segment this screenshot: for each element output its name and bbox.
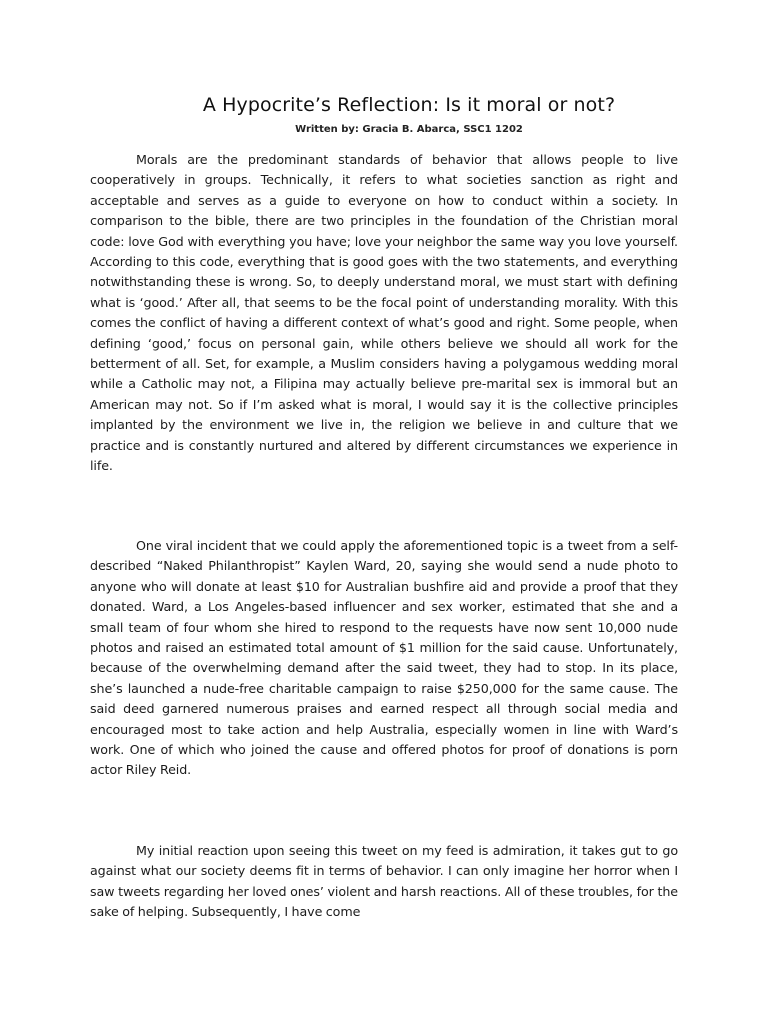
- document-byline: Written by: Gracia B. Abarca, SSC1 1202: [295, 124, 523, 135]
- paragraph-morals-definition: Morals are the predominant standards of behavior that allows people to live cooperatively in groups. Technically, it refers to what societies sanction as right and acceptable and serves as a guide to everyone on how to conduct within a society. In comparison to the bible, there are two principles in the foundation of the Christian moral code: love God with everything you have; love your neighbor the same way you love yourself. According to this code, everything that is good goes with the two statements, and everything notwithstanding these is wrong. So, to deeply understand moral, we must start with defining what is ‘good.’ After all, that seems to be the focal point of understanding morality. With this comes the conflict of having a different context of what’s good and right. Some people, when defining ‘good,’ focus on personal gain, while others believe we should all work for the betterment of all. Set, for example, a Muslim considers having a polygamous wedding moral while a Catholic may not, a Filipina may actually believe pre-marital sex is immoral but an American may not. So if I’m asked what is moral, I would say it is the collective principles implanted by the environment we live in, the religion we believe in and culture that we practice and is constantly nurtured and altered by different circumstances we experience in life.: [90, 152, 678, 474]
- document-title: A Hypocrite’s Reflection: Is it moral or not?: [202, 94, 616, 116]
- paragraph-initial-reaction: My initial reaction upon seeing this tweet on my feed is admiration, it takes gut to go against what our society deems fit in terms of behavior. I can only imagine her horror when I saw tweets regarding her loved ones’ violent and harsh reactions. All of these troubles, for the sake of helping. Subsequently, I have come: [90, 843, 678, 920]
- paragraph-viral-incident: One viral incident that we could apply the aforementioned topic is a tweet from a self-described “Naked Philanthropist” Kaylen Ward, 20, saying she would send a nude photo to anyone who will donate at least $10 for Australian bushfire aid and provide a proof that they donated. Ward, a Los Angeles-based influencer and sex worker, estimated that she and a small team of four whom she hired to respond to the requests have now sent 10,000 nude photos and raised an estimated total amount of $1 million for the said cause. Unfortunately, because of the overwhelming demand after the said tweet, they had to stop. In its place, she’s launched a nude-free charitable campaign to raise $250,000 for the same cause. The said deed garnered numerous praises and earned respect all through social media and encouraged most to take action and help Australia, especially women in line with Ward’s work. One of which who joined the cause and offered photos for proof of donations is porn actor Riley Reid.: [90, 538, 678, 778]
